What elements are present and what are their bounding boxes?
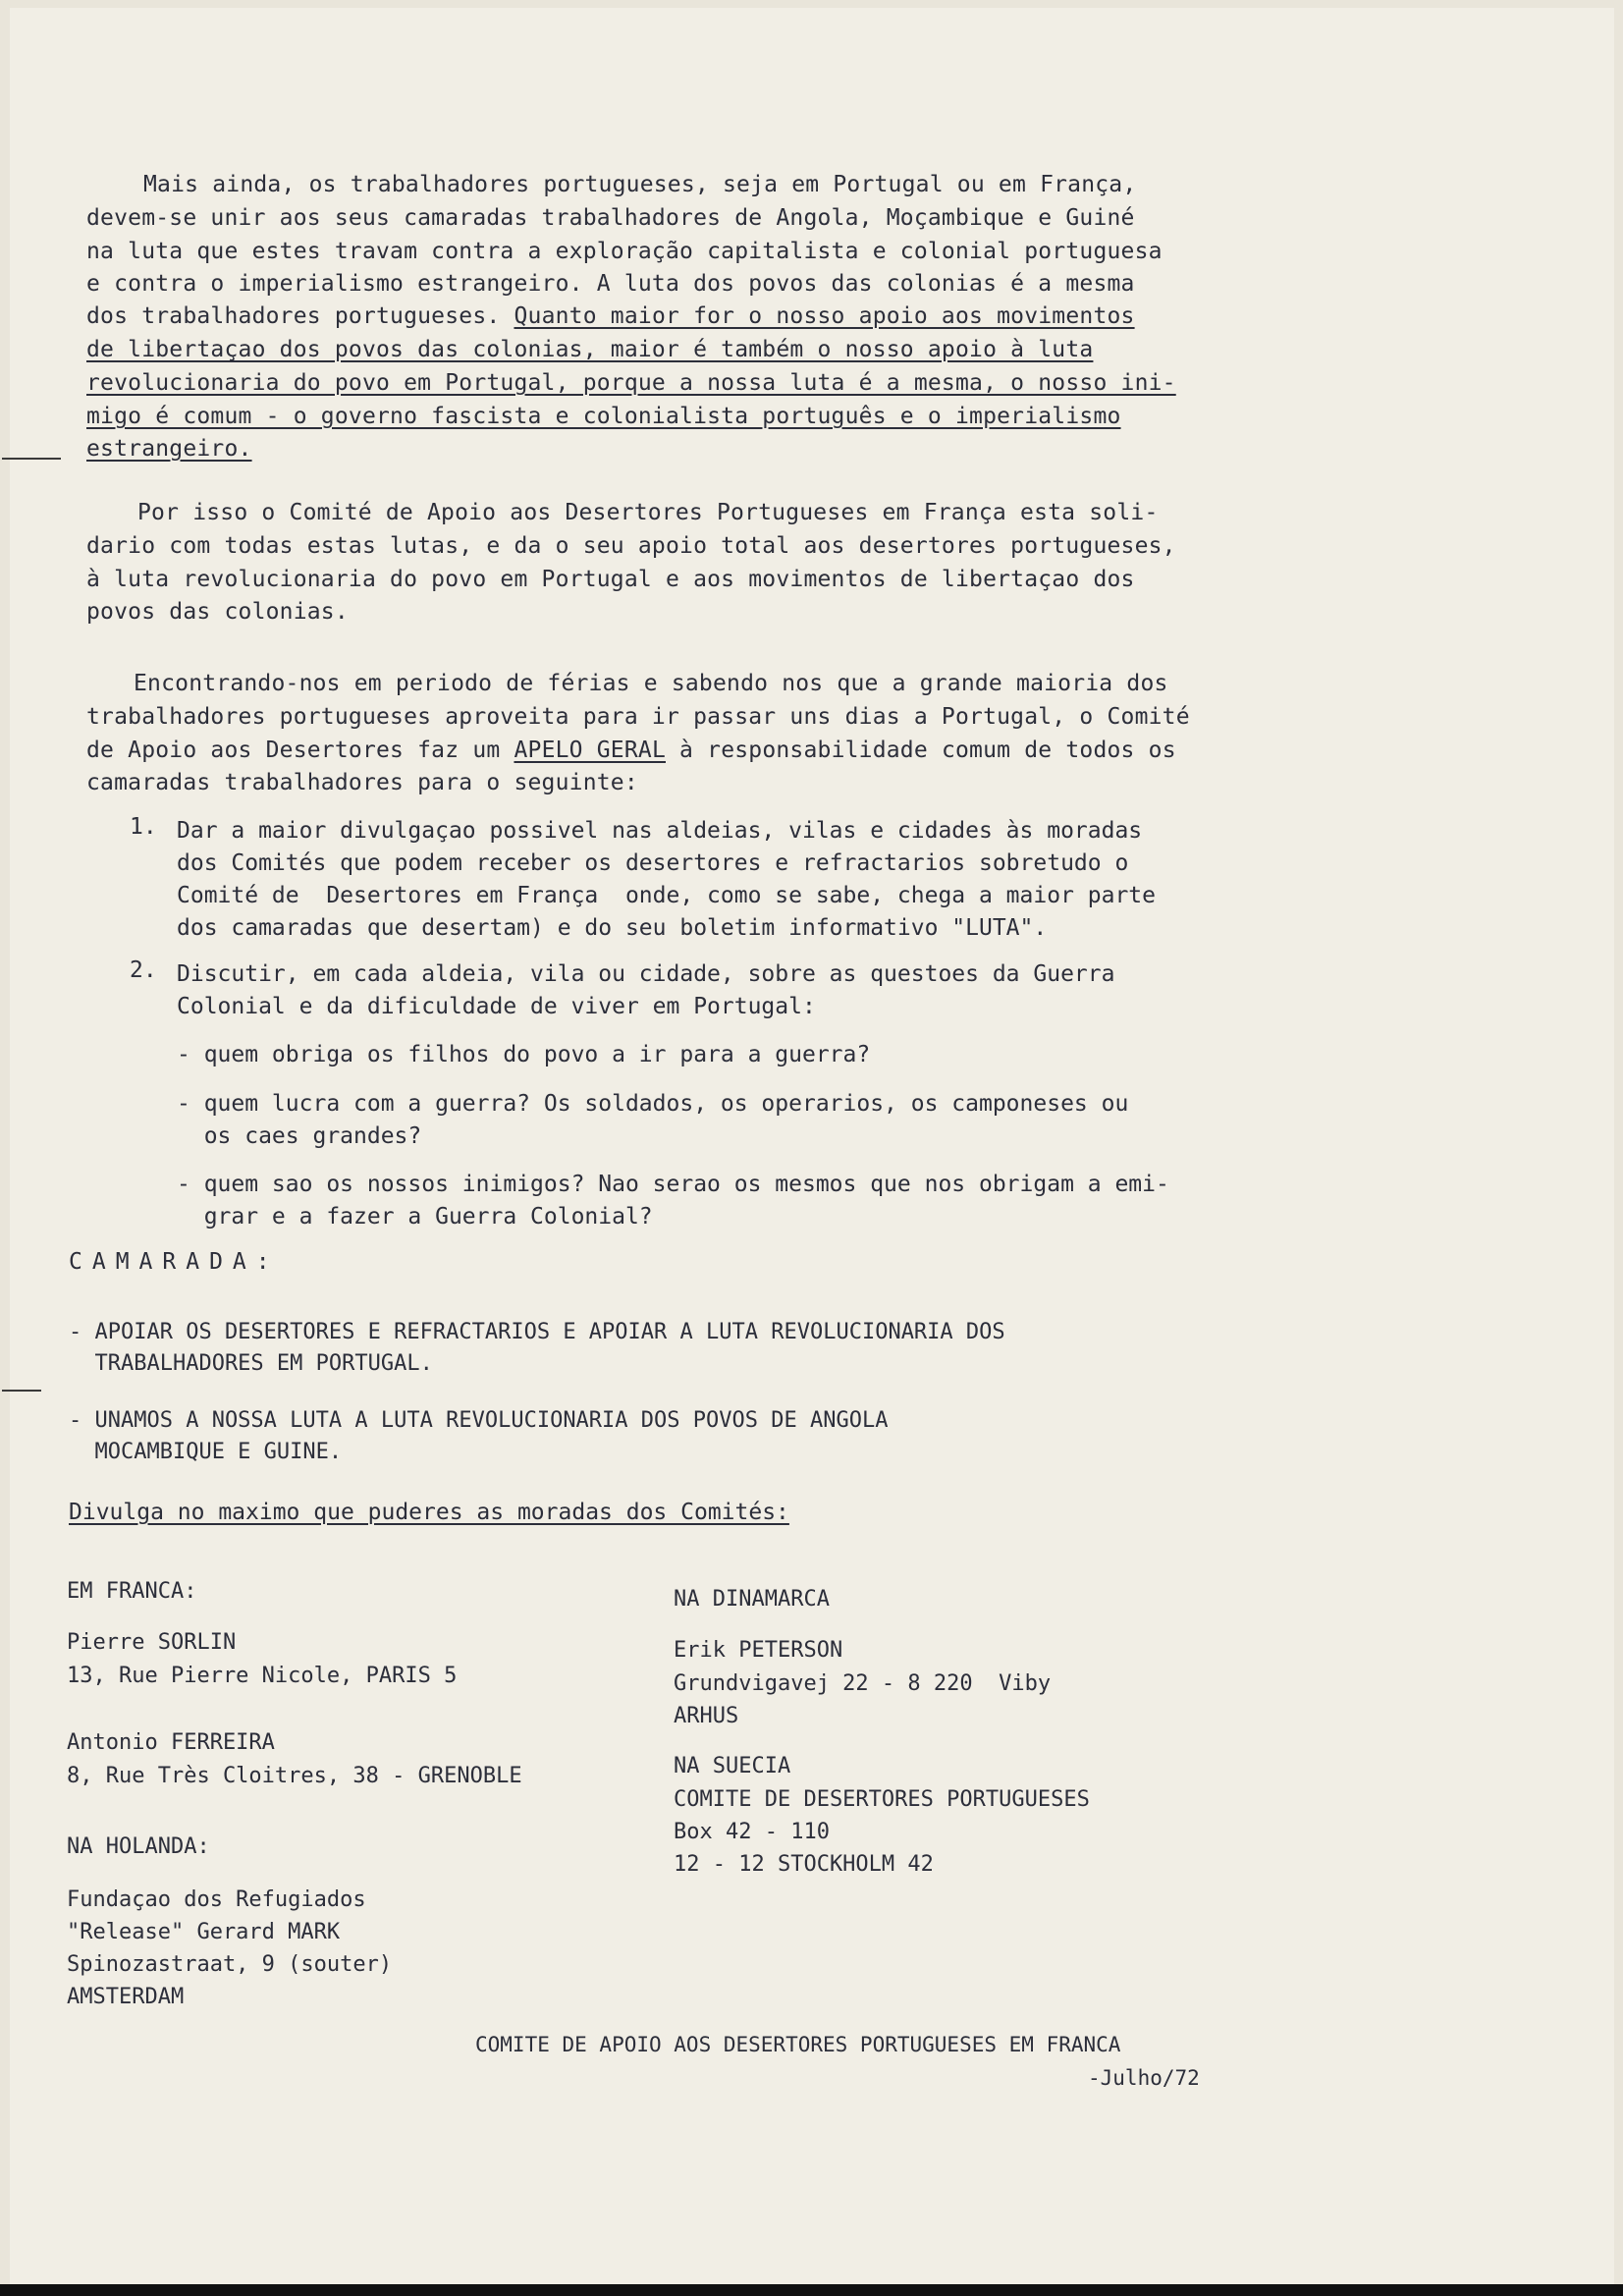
camarada-title: CAMARADA:	[69, 1249, 280, 1275]
p1-line2: devem-se unir aos seus camaradas trabalhadores de Angola, Moçambique e Guiné	[86, 205, 1135, 231]
p1-line4: e contra o imperialismo estrangeiro. A luta dos povos das colonias é a mesma	[86, 271, 1135, 297]
margin-mark-2	[2, 1390, 41, 1392]
franca1-name: Pierre SORLIN	[67, 1630, 237, 1655]
franca-label: EM FRANCA:	[67, 1579, 197, 1604]
p3-line4: camaradas trabalhadores para o seguinte:	[86, 770, 638, 795]
dinamarca-line2: Grundvigavej 22 - 8 220 Viby	[674, 1671, 1052, 1696]
franca2-name: Antonio FERREIRA	[67, 1730, 275, 1755]
p2-line1: Por isso o Comité de Apoio aos Desertores Portugueses em França esta soli-	[137, 500, 1159, 525]
p1-line9: estrangeiro.	[86, 436, 252, 462]
p3-line3	[86, 735, 1176, 767]
holanda-line4: AMSTERDAM	[67, 1985, 185, 2009]
holanda-line2: "Release" Gerard MARK	[67, 1920, 341, 1944]
p2-line3: à luta revolucionaria do povo em Portugal e aos movimentos de libertaçao dos	[86, 567, 1135, 592]
item2-number: 2.	[130, 957, 157, 983]
item2-question1: - quem obriga os filhos do povo a ir para a guerra?	[177, 1042, 871, 1067]
item1-line2: dos Comités que podem receber os desertores e refractarios sobretudo o	[177, 850, 1129, 876]
p1-line3: na luta que estes travam contra a exploração capitalista e colonial portuguesa	[86, 239, 1163, 264]
item2-line2: Colonial e da dificuldade de viver em Portugal:	[177, 994, 816, 1019]
p1-line5	[86, 301, 1135, 333]
item2-line1: Discutir, em cada aldeia, vila ou cidade, sobre as questoes da Guerra	[177, 961, 1115, 987]
p3-line3-rest: à responsabilidade comum de todos os	[666, 738, 1176, 763]
suecia-line3: 12 - 12 STOCKHOLM 42	[674, 1852, 934, 1877]
holanda-line3: Spinozastraat, 9 (souter)	[67, 1952, 393, 1977]
signature-org: COMITE DE APOIO AOS DESERTORES PORTUGUESES EM FRANCA	[475, 2033, 1121, 2056]
holanda-label: NA HOLANDA:	[67, 1834, 210, 1859]
apelo-geral: APELO GERAL	[514, 738, 666, 763]
p1-line5a: dos trabalhadores portugueses.	[86, 303, 514, 329]
slogan2-line2: MOCAMBIQUE E GUINE.	[69, 1440, 343, 1464]
p1-line6: de libertaçao dos povos das colonias, maior é também o nosso apoio à luta	[86, 337, 1094, 362]
p1-line7: revolucionaria do povo em Portugal, porque a nossa luta é a mesma, o nosso ini-	[86, 370, 1176, 396]
item2-question3b: grar e a fazer a Guerra Colonial?	[177, 1204, 653, 1230]
holanda-line1: Fundaçao dos Refugiados	[67, 1887, 366, 1912]
franca1-address: 13, Rue Pierre Nicole, PARIS 5	[67, 1664, 458, 1688]
suecia-label: NA SUECIA	[674, 1754, 791, 1778]
page-bottom-edge	[0, 2284, 1623, 2296]
item2-question2b: os caes grandes?	[177, 1123, 422, 1149]
item1-line1: Dar a maior divulgaçao possivel nas aldeias, vilas e cidades às moradas	[177, 818, 1143, 844]
slogan2-line1: - UNAMOS A NOSSA LUTA A LUTA REVOLUCIONARIA DOS POVOS DE ANGOLA	[69, 1408, 889, 1433]
p1-line8: migo é comum - o governo fascista e colonialista português e o imperialismo	[86, 404, 1121, 429]
slogan1-line2: TRABALHADORES EM PORTUGAL.	[69, 1351, 433, 1376]
franca2-address: 8, Rue Très Cloitres, 38 - GRENOBLE	[67, 1764, 522, 1788]
item2-question2a: - quem lucra com a guerra? Os soldados, os operarios, os camponeses ou	[177, 1091, 1129, 1117]
p1-line1: Mais ainda, os trabalhadores portugueses, seja em Portugal ou em França,	[143, 172, 1137, 197]
p2-line4: povos das colonias.	[86, 599, 349, 625]
signature-date: -Julho/72	[1088, 2066, 1200, 2090]
dinamarca-label: NA DINAMARCA	[674, 1587, 830, 1612]
p3-line1: Encontrando-nos em periodo de férias e sabendo nos que a grande maioria dos	[134, 671, 1168, 696]
item1-number: 1.	[130, 814, 157, 840]
divulga-heading: Divulga no maximo que puderes as moradas dos Comités:	[69, 1500, 789, 1525]
slogan1-line1: - APOIAR OS DESERTORES E REFRACTARIOS E APOIAR A LUTA REVOLUCIONARIA DOS	[69, 1320, 1005, 1344]
suecia-line1: COMITE DE DESERTORES PORTUGUESES	[674, 1787, 1090, 1812]
margin-mark	[2, 458, 61, 460]
p3-line2: trabalhadores portugueses aproveita para ir passar uns dias a Portugal, o Comité	[86, 704, 1190, 730]
dinamarca-line1: Erik PETERSON	[674, 1638, 843, 1663]
p2-line2: dario com todas estas lutas, e da o seu apoio total aos desertores portugueses,	[86, 533, 1176, 559]
item1-line3: Comité de Desertores em França onde, como se sabe, chega a maior parte	[177, 883, 1156, 908]
item1-line4: dos camaradas que desertam) e do seu boletim informativo "LUTA".	[177, 915, 1048, 941]
p3-line3-start: de Apoio aos Desertores faz um	[86, 738, 514, 763]
p1-line5b: Quanto maior for o nosso apoio aos movimentos	[514, 303, 1135, 329]
suecia-line2: Box 42 - 110	[674, 1820, 830, 1844]
dinamarca-line3: ARHUS	[674, 1704, 739, 1728]
item2-question3a: - quem sao os nossos inimigos? Nao serao os mesmos que nos obrigam a emi-	[177, 1172, 1169, 1197]
